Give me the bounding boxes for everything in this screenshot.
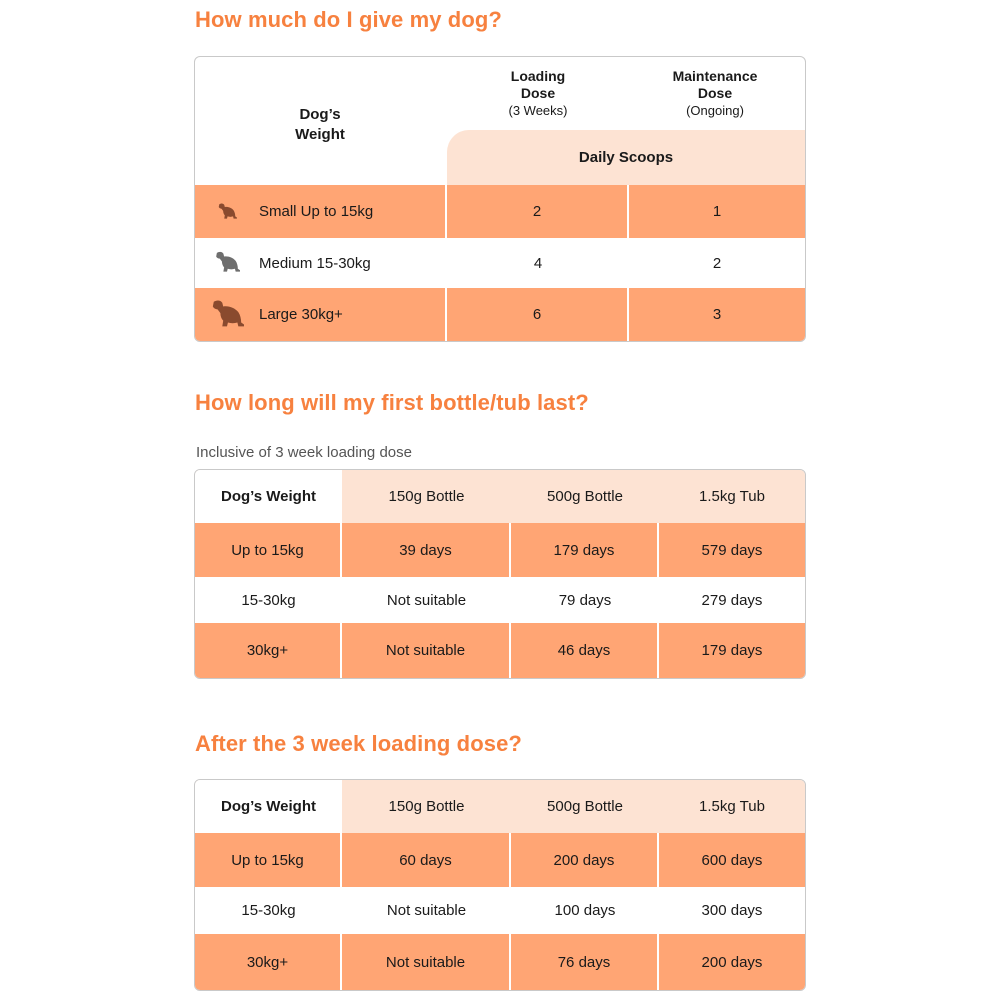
- weight-cell: [195, 185, 447, 238]
- column-header: 150g Bottle: [388, 488, 465, 505]
- dogs-weight-header: [195, 105, 445, 145]
- column-header: 1.5kg Tub: [699, 798, 765, 815]
- table-row: [195, 623, 805, 678]
- table-row: [195, 887, 805, 934]
- first-bottle-table: [194, 469, 806, 679]
- loading-dose-period: (3 Weeks): [508, 103, 568, 118]
- table-cell: 579 days: [701, 541, 763, 559]
- table-header-row: [195, 470, 805, 523]
- weight-label: Small Up to 15kg: [259, 203, 374, 220]
- table-cell: 39 days: [342, 523, 511, 577]
- loading-scoops-cell: 4: [533, 254, 543, 272]
- daily-scoops-header: Daily Scoops: [447, 130, 805, 185]
- table-cell: 279 days: [701, 591, 763, 609]
- after-loading-heading: After the 3 week loading dose?: [195, 731, 522, 756]
- maintenance-dose-line2: Dose: [697, 85, 733, 101]
- maintenance-scoops-cell: 1: [712, 203, 722, 220]
- maintenance-dose-header: [626, 68, 804, 119]
- dogs-weight-header-line1: Dog’s: [299, 106, 341, 123]
- maintenance-scoops-cell: 2: [712, 254, 722, 272]
- dosage-heading: How much do I give my dog?: [195, 7, 502, 32]
- after-loading-table: [194, 779, 806, 991]
- table-header-row: [195, 780, 805, 833]
- maintenance-scoops-cell: 3: [712, 306, 722, 323]
- table-cell: Not suitable: [342, 934, 511, 990]
- table-cell: 30kg+: [195, 623, 342, 678]
- loading-dose-line2: Dose: [520, 85, 556, 101]
- table-cell: 30kg+: [195, 934, 342, 990]
- loading-dose-header: [449, 68, 627, 119]
- table-cell: 100 days: [554, 902, 616, 919]
- table-cell: 46 days: [511, 623, 659, 678]
- large-dog-icon: [207, 298, 247, 332]
- table-cell: 300 days: [701, 902, 763, 919]
- table-cell: 15-30kg: [241, 591, 296, 609]
- column-header: Dog’s Weight: [195, 780, 342, 833]
- column-header: Dog’s Weight: [195, 470, 342, 523]
- weight-label: Large 30kg+: [259, 306, 343, 323]
- loading-dose-line1: Loading: [510, 68, 566, 84]
- table-cell: 15-30kg: [241, 902, 296, 919]
- small-dog-icon: [207, 202, 247, 222]
- table-cell: 60 days: [342, 833, 511, 887]
- table-row: [195, 833, 805, 887]
- table-row: [195, 288, 805, 341]
- weight-cell: [195, 238, 447, 288]
- column-header: 500g Bottle: [547, 488, 623, 505]
- table-cell: Up to 15kg: [195, 523, 342, 577]
- table-cell: Not suitable: [342, 623, 511, 678]
- loading-scoops-cell: 6: [447, 288, 629, 341]
- table-row: [195, 577, 805, 623]
- table-row: [195, 523, 805, 577]
- maintenance-dose-line1: Maintenance: [672, 68, 758, 84]
- table-row: [195, 185, 805, 238]
- dosage-table-header: [195, 57, 805, 185]
- table-cell: 79 days: [558, 591, 612, 609]
- table-cell: Not suitable: [386, 591, 467, 609]
- dosage-table: [194, 56, 806, 342]
- table-cell: 200 days: [511, 833, 659, 887]
- table-cell: 600 days: [701, 851, 763, 869]
- column-header: 1.5kg Tub: [699, 488, 765, 505]
- table-cell: Up to 15kg: [195, 833, 342, 887]
- table-row: [195, 934, 805, 990]
- table-cell: 179 days: [511, 523, 659, 577]
- table-cell: Not suitable: [386, 902, 467, 919]
- column-header: 150g Bottle: [388, 798, 465, 815]
- table-row: [195, 238, 805, 288]
- table-cell: 200 days: [701, 953, 763, 971]
- table-cell: 76 days: [511, 934, 659, 990]
- dogs-weight-header-line2: Weight: [295, 126, 345, 143]
- table-cell: 179 days: [701, 642, 763, 659]
- first-bottle-heading: How long will my first bottle/tub last?: [195, 390, 589, 415]
- maintenance-dose-period: (Ongoing): [686, 103, 744, 118]
- medium-dog-icon: [207, 250, 247, 276]
- weight-cell: [195, 288, 447, 341]
- column-header: 500g Bottle: [547, 798, 623, 815]
- loading-scoops-cell: 2: [447, 185, 629, 238]
- weight-label: Medium 15-30kg: [259, 254, 371, 272]
- loading-dose-note: Inclusive of 3 week loading dose: [196, 444, 412, 461]
